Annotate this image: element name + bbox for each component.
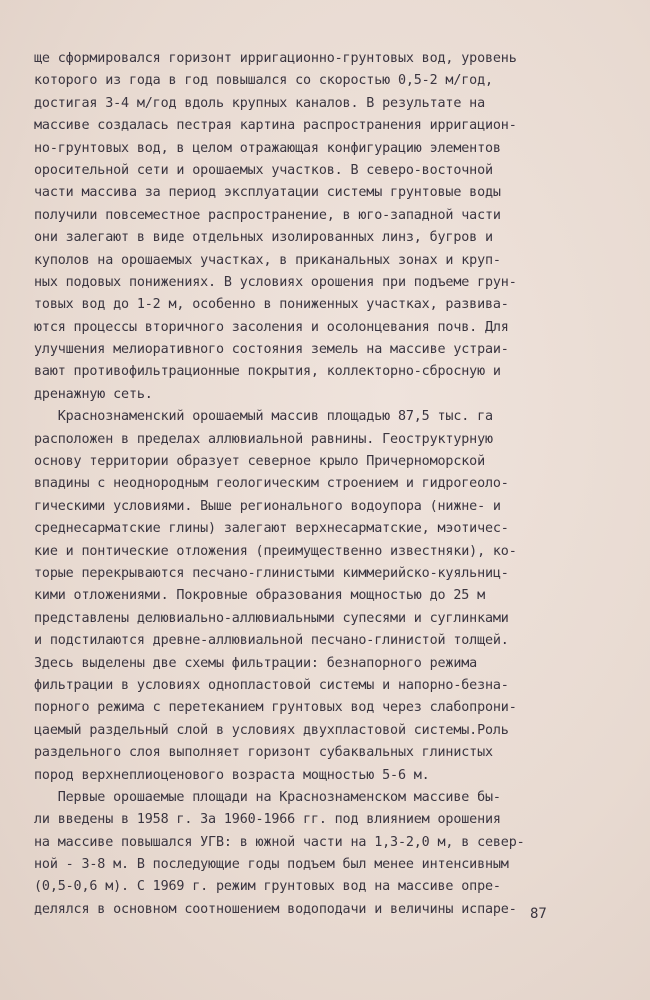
text-line: кие и понтические отложения (преимущественно известняки), ко- — [34, 543, 517, 559]
text-line: оросительной сети и орошаемых участков. В северо-восточной — [34, 162, 493, 178]
text-line: Первые орошаемые площади на Краснознаменском массиве бы- — [34, 789, 501, 805]
text-line: ще сформировался горизонт ирригационно-грунтовых вод, уровень — [34, 51, 517, 66]
text-line: дренажную сеть. — [34, 386, 153, 402]
text-line: порного режима с перетеканием грунтовых вод через слабопрони- — [34, 700, 517, 716]
text-line: ной - 3-8 м. В последующие годы подъем был менее интенсивным — [34, 857, 509, 873]
text-line: Здесь выделены две схемы фильтрации: безнапорного режима — [34, 655, 478, 671]
text-line: и подстилаются древне-аллювиальной песчано-глинистой толщей. — [34, 633, 509, 649]
page-number: 87 — [530, 906, 547, 922]
text-line: расположен в пределах аллювиальной равнины. Геоструктурную — [34, 431, 493, 447]
text-line: основу территории образует северное крыло Причерноморской — [34, 454, 485, 470]
text-line: улучшения мелиоративного состояния земель на массиве устраи- — [34, 342, 509, 358]
text-line: кими отложениями. Покровные образования мощностью до 25 м — [34, 588, 485, 604]
text-line: пород верхнеплиоценового возраста мощностью 5-6 м. — [34, 767, 430, 783]
text-line: делялся в основном соотношением водоподачи и величины испаре- — [34, 901, 517, 917]
text-line: торые перекрываются песчано-глинистыми киммерийско-куяльниц- — [34, 565, 509, 581]
text-line: раздельного слоя выполняет горизонт субаквальных глинистых — [34, 745, 493, 761]
text-line: массиве создалась пестрая картина распространения ирригацион- — [34, 118, 517, 134]
text-line: ных подовых понижениях. В условиях орошения при подъеме грун- — [34, 274, 517, 290]
text-line: ются процессы вторичного засоления и осолонцевания почв. Для — [34, 319, 509, 335]
text-line: ли введены в 1958 г. За 1960-1966 гг. под влиянием орошения — [34, 812, 501, 828]
body-text — [34, 48, 574, 921]
text-line: на массиве повышался УГВ: в южной части на 1,3-2,0 м, в север- — [34, 834, 525, 850]
text-line: они залегают в виде отдельных изолированных линз, бугров и — [34, 230, 493, 246]
text-line: Краснознаменский орошаемый массив площадью 87,5 тыс. га — [34, 409, 493, 425]
text-line: куполов на орошаемых участках, в приканальных зонах и круп- — [34, 252, 501, 268]
text-line: (0,5-0,6 м). С 1969 г. режим грунтовых вод на массиве опре- — [34, 879, 501, 895]
text-line: впадины с неоднородным геологическим строением и гидрогеоло- — [34, 476, 509, 492]
text-line: которого из года в год повышался со скоростью 0,5-2 м/год, — [34, 73, 493, 89]
text-line: представлены делювиально-аллювиальными супесями и суглинками — [34, 610, 509, 626]
text-line: цаемый раздельный слой в условиях двухпластовой системы.Роль — [34, 722, 509, 738]
text-line: гическими условиями. Выше регионального водоупора (нижне- и — [34, 498, 501, 514]
text-line: товых вод до 1-2 м, особенно в пониженных участках, развива- — [34, 297, 509, 313]
text-line: фильтрации в условиях однопластовой системы и напорно-безна- — [34, 677, 509, 693]
text-line: части массива за период эксплуатации системы грунтовые воды — [34, 185, 501, 201]
text-line: среднесарматские глины) залегают верхнесарматские, мэотичес- — [34, 521, 509, 537]
text-line: получили повсеместное распространение, в юго-западной части — [34, 207, 501, 223]
text-line: но-грунтовых вод, в целом отражающая конфигурацию элементов — [34, 140, 501, 156]
text-line: достигая 3-4 м/год вдоль крупных каналов. В результате на — [34, 95, 485, 111]
text-line: вают противофильтрационные покрытия, коллекторно-сбросную и — [34, 364, 501, 380]
